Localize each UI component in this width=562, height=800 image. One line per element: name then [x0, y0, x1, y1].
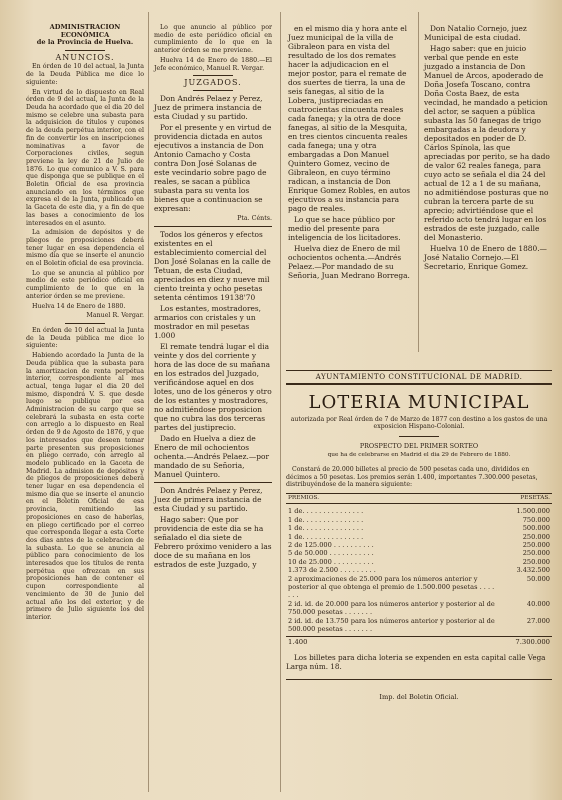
divider [154, 226, 272, 227]
paragraph: El remate tendrá lugar el dia veinte y dos del corriente y hora de las doce de su mañana en los estrados del Juzgado, verificándose aquel en dos lotes, uno de los géneros y otro de los estantes y mostradores, no admitiéndose proposicion que no cubra las dos terceras partes del justiprecio. [154, 341, 272, 432]
column-4 [424, 24, 550, 273]
prize-amount: 3.432.500 [516, 566, 550, 575]
prize-label: 2 id. id. de 13.750 para los números anterior y posterior al de 500.000 pesetas . . . . . . . [288, 616, 495, 634]
closing-note: Los billetes para dicha loteria se expenden en esta capital calle Vega Larga núm. 18. [286, 653, 546, 672]
column-divider [280, 12, 281, 792]
lottery-subtitle: autorizada por Real órden de 7 de Marzo de 1877 con destino a los gastos de una exposicion Hispano-Colonial. [290, 415, 548, 431]
lot-description: Los estantes, mostradores, armarios con cristales y un mostrador en mil pesetas 1.000 [154, 303, 262, 340]
prize-label: 2 aproximaciones de 25.000 para los números anterior y posterior al que obtenga el premio de 1.500.000 pesetas . . . . . . . [288, 574, 495, 600]
lottery-title: LOTERIA MUNICIPAL [308, 391, 530, 413]
prospectus-heading: PROSPECTO DEL PRIMER SORTEO [359, 441, 479, 450]
prize-total-row [286, 636, 552, 647]
prize-label: 1 de. . . . . . . . . . . . . . . [288, 524, 364, 533]
prize-row [286, 507, 552, 515]
paragraph: Lo que anuncio al público por medio de este periódico oficial en cumplimiento de lo que en la anterior órden se me previene. [154, 24, 272, 55]
lot-amount: 19138'70 [220, 292, 256, 302]
paragraph: Don Andrés Pelaez y Perez, Juez de primera instancia de esta Ciudad y su partido. [154, 93, 263, 121]
office-heading: ADMINISTRACION ECONÓMICA [49, 23, 121, 39]
prize-amount: 250.000 [522, 557, 550, 566]
draw-date: que ha de celebrarse en Madrid el dia 29 de Febrero de 1880. [327, 452, 511, 459]
paragraph: Don Natalio Cornejo, juez Municipal de esta ciudad. [424, 24, 527, 42]
divider [399, 436, 439, 437]
lottery-advertisement [286, 370, 552, 702]
column-divider [148, 12, 149, 792]
paragraph: En virtud de lo dispuesto en Real órden de 9 del actual, la Junta de la Deuda ha acordado que el dia 20 del mismo se celebre una subasta para la adquisicion de títulos y cupones de la deuda perpétua interior, con el fin de convertir los en inscripciones nominativas a favor de Corporaciones civiles, segun previene la ley de 21 de Julio de 1876. Lo que comunico a V. S. para que disponga que se publique en el Boletin Oficial de esa provincia anunciando en los términos que expresa el de la Junta, publicado en la Gaceta de este dia, y a fin de que las bases a conocimiento de los interesados en el asunto. [26, 88, 144, 227]
prize-row [286, 524, 552, 532]
prize-label: 1.373 de 2.500 . . . . . . . . . [288, 566, 376, 575]
prize-amount: 1.500.000 [516, 507, 550, 516]
prize-label: 1 de. . . . . . . . . . . . . . . [288, 515, 364, 524]
divider [193, 75, 233, 76]
prize-amount: 750.000 [522, 515, 550, 524]
paragraph: en el mismo dia y hora ante el Juez municipal de la villa de Gibraleon para en vista del resultado de los dos remates hacer la adjudicacion en el mejor postor, para el remate de dos suertes de tierra, la una de seis fanegas, al sitio de la Lobera, justipreciadas en cuatrocientas cincuenta reales cada fanega; y la otra de doce fanegas, al sitio de la Mesquita, en tres cientos cincuenta reales cada fanega; una y otra embargadas a Don Manuel Quintero Gomez, vecino de Gibraleon, en cuyo término radican, a instancia de Don Enrique Gomez Robles, en autos ejecutivos a su instancia para pago de reales. [288, 24, 411, 213]
prize-row [286, 617, 552, 634]
date-line: Huelva 14 de Enero de 1880.—El Jefe económico, Manuel R. Vergar. [154, 56, 272, 72]
divider [286, 679, 552, 680]
prize-label: 2 id. id. de 20.000 para los números anterior y posterior al de 750.000 pesetas . . . . . . . [288, 599, 495, 617]
prize-row [286, 516, 552, 524]
section-title: JUZGADOS. [184, 78, 242, 88]
paragraph: Por el presente y en virtud de providencia dictada en autos ejecutivos a instancia de Don Antonio Camacho y Costa contra Don José Solanas de este vecindario sobre pago de reales, se sacan a pública subasta para su venta los bienes que a continuacion se expresan: [154, 122, 272, 213]
prize-row [286, 541, 552, 549]
prize-label: 5 de 50.000 . . . . . . . . . . . [288, 549, 374, 558]
prize-row [286, 549, 552, 557]
printer-credit: Imp. del Boletin Oficial. [379, 693, 459, 702]
prize-amount: 250.000 [522, 532, 550, 541]
date-line: Huelva 14 de Enero de 1880. [32, 302, 126, 310]
column-divider [418, 12, 419, 352]
prize-table-header [286, 493, 552, 505]
paragraph: Lo que se anuncia al público por medio de este periódico oficial en cumplimiento de lo que en la anterior órden se me previene. [26, 269, 144, 300]
lottery-intro: Constará de 20.000 billetes al precio de 500 pesetas cada uno, divididos en décimos a 50 pesetas. Los premios serán 1.400, importantes 7.300.000 pesetas, distribuyéndose de la manera siguiente: [286, 465, 538, 489]
prize-amount: 40.000 [526, 599, 550, 608]
divider [193, 90, 233, 91]
paragraph: En órden de 10 del actual, la Junta de la Deuda Pública me dice lo siguiente: [26, 63, 144, 86]
total-amount: 7.300.000 [515, 638, 550, 647]
paragraph: Hago saber: que en juicio verbal que pende en este juzgado a instancia de Don Manuel de Arcos, apoderado de Doña Josefa Toscano, contra Doña Costa Baez, de esta vecindad, he mandado a peticion del actor, se saquen a pública subasta las 50 fanegas de trigo embargadas a la deudora y depositados en poder de D. Cárlos Spínola, las que apreciadas por perito, se ha dado de valor 62 reales fanega, para cuyo acto se señala el dia 24 del actual de 12 a 1 de su mañana, no admitiéndose posturas que no cubran la tercera parte de su aprecio; advirtiéndose que el referido acto tendrá lugar en los estrados de este juzgado, calle del Monasterio. [424, 44, 550, 242]
paragraph: En órden de 10 del actual la Junta de la Deuda pública me dice lo siguiente: [26, 326, 144, 350]
section-title: ANUNCIOS. [55, 52, 115, 62]
prize-label: 10 de 25.000 . . . . . . . . . . [288, 557, 374, 566]
column-3 [288, 24, 412, 282]
prize-amount: 50.000 [526, 574, 550, 583]
paragraph: Huelva diez de Enero de mil ochocientos ochenta.—Andrés Pelaez.—Por mandado de su Señoria, Juan Medrano Borrega. [288, 244, 410, 280]
total-count: 1.400 [288, 638, 308, 647]
pesetas-header: PESETAS. [520, 494, 550, 501]
paragraph: Lo que se hace público por medio del presente para inteligencia de los licitadores. [288, 215, 401, 242]
premios-header: PREMIOS. [288, 494, 320, 501]
paragraph: La admision de depósitos y de pliegos de proposiciones deberá tener lugar en esa dependencia el mismo dia que se inserte el anuncio en el Boletin oficial de esa provincia. [26, 229, 144, 268]
prize-label: 1 de. . . . . . . . . . . . . . . [288, 507, 364, 516]
divider [154, 482, 272, 483]
office-subheading: de la Provincia de Huelva. [36, 38, 134, 47]
lot-amount: 1.000 [154, 330, 176, 340]
paragraph: Hago saber: Que por providencia de este dia se ha señalado el dia siete de Febrero próximo venidero a las doce de su mañana en los estrados de este Juzgado, y [154, 514, 272, 569]
prize-amount: 500.000 [522, 524, 550, 533]
signature: Manuel R. Vergar. [86, 312, 144, 320]
prize-amount: 250.000 [522, 549, 550, 558]
prize-table [286, 507, 552, 633]
prize-row [286, 575, 552, 600]
prize-row [286, 600, 552, 617]
divider [65, 323, 105, 324]
prize-amount: 27.000 [526, 616, 550, 625]
lot-description: Todos los géneros y efectos existentes en el establecimiento comercial del Don José Solanas en la calle de Tetuan, de esta Ciudad, apreciados en diez y nueve mil ciento treinta y ocho pesetas setenta céntimos 19138'70 [154, 229, 271, 302]
column-2 [154, 24, 272, 571]
prize-label: 2 de 125.000 . . . . . . . . . . [288, 540, 374, 549]
municipality-heading: AYUNTAMIENTO CONSTITUCIONAL DE MADRID. [286, 370, 552, 385]
prize-row [286, 566, 552, 574]
prize-amount: 250.000 [522, 540, 550, 549]
column-1 [26, 24, 144, 624]
paragraph: Huelva 10 de Enero de 1880.—José Natalio Cornejo.—El Secretario, Enrique Gomez. [424, 244, 547, 271]
prize-label: 1 de. . . . . . . . . . . . . . . [288, 532, 364, 541]
price-header: Pta. Cénts. [237, 214, 272, 222]
prize-row [286, 558, 552, 566]
prize-row [286, 533, 552, 541]
paragraph: Habiendo acordado la Junta de la Deuda pública que la subasta para la amortizacion de renta perpétua interior, correspondiente al mes actual, tenga lugar el dia 20 del mismo, dispondrá V. S. que desde luego se publique por esa Administracion de su cargo que se celebrará la subasta en esta corte con arreglo a lo dispuesto en Real órden de 9 de Agosto de 1876, y que los interesados que deseen tomar parte presenten sus proposiciones en pliego cerrado, con arreglo al modelo publicado en la Gaceta de Madrid. La admision de depósitos y de pliegos de proposiciones deberá tener lugar en esa dependencia el mismo dia que se inserte el anuncio en el Boletin Oficial de esa provincia, remitiendo las proposiciones en caso de haberlas, en pliego certificado por el correo que corresponda llegar a esta Corte dos dias antes de la celebracion de la subasta. Lo que se anuncia al público para conocimiento de los interesados que los títulos de renta perpétua que ofrezcan en sus proposiciones han de contener el cupon correspondiente al vencimiento de 30 de Junio del actual año los del exterior, y de primero de Julio siguiente los del interior. [26, 352, 144, 621]
paragraph: Dado en Huelva a diez de Enero de mil ochocientos ochenta.—Andrés Pelaez.—por mandado de su Señoria, Manuel Quintero. [154, 433, 269, 479]
divider [65, 50, 105, 51]
paragraph: Don Andrés Pelaez y Perez, Juez de primera instancia de esta Ciudad y su partido. [154, 485, 263, 513]
